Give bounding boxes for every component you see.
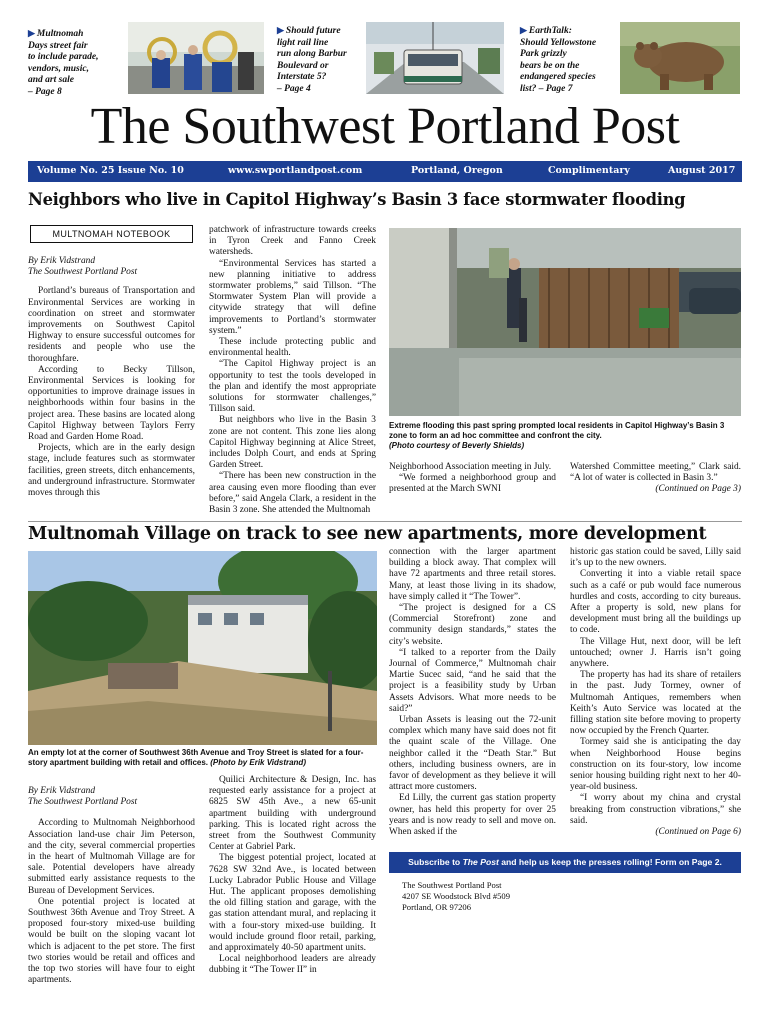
- info-bar: [28, 161, 742, 182]
- paragraph: These include protecting public and environmental health.: [209, 337, 376, 359]
- story1-column-1: [28, 256, 195, 520]
- grizzly-bear-photo: [620, 22, 740, 94]
- paragraph: “There has been new construction in the area causing even more flooding than ever before,” said Angela Clark, a resident in the Basin 3 zone. She attended the Multnomah: [209, 471, 376, 516]
- basin3-flooding-photo: [389, 228, 741, 416]
- light-rail-train-photo: [366, 22, 504, 94]
- story2-column-4: [570, 547, 741, 845]
- paragraph: According to Multnomah Neighborhood Association land-use chair Jim Peterson, and the city, several commercial properties in the heart of Multnomah Village are for sale. Potential developers have already submitted early assistance requests to the Bureau of Development Services.: [28, 818, 195, 896]
- story2-photo-caption: [28, 748, 380, 768]
- paragraph: The Village Hut, next door, will be left untouched; owner J. Harris isn’t going anywhere.: [570, 636, 741, 670]
- paragraph: “We formed a neighborhood group and presented at the March SWNI: [389, 473, 556, 495]
- multnomah-notebook-label: MULTNOMAH NOTEBOOK: [30, 225, 193, 243]
- teaser-line: light rail line: [277, 37, 329, 48]
- masthead-title: The Southwest Portland Post: [90, 98, 680, 155]
- story1-column-2: [209, 225, 376, 519]
- volume-issue: Volume No. 25 Issue No. 10: [37, 165, 184, 176]
- teaser-line: run along Barbur: [277, 49, 347, 60]
- teaser-line: EarthTalk:: [528, 26, 572, 36]
- paragraph: Neighborhood Association meeting in July.: [389, 462, 552, 472]
- teaser-line: Days street fair: [28, 40, 88, 51]
- teaser-earthtalk[interactable]: [520, 25, 620, 96]
- teaser-line: Should Yellowstone: [520, 37, 597, 48]
- paragraph: Tormey said she is anticipating the day when Neighborhood House begins construction on its four-story, low income senior housing building right next to her 40-year-old business.: [570, 737, 741, 793]
- paragraph: Portland’s bureaus of Transportation and Environmental Services are working in coordination on street and stormwater improvements on Southwest Capitol Highway to ensure successful outcomes for residents and people who use the thoroughfare.: [28, 286, 195, 364]
- triangle-bullet-icon: ▶: [277, 25, 284, 35]
- story1-column-3: [389, 462, 556, 520]
- issue-date: August 2017: [668, 165, 736, 176]
- section-divider: [28, 521, 742, 522]
- paragraph: historic gas station could be saved, Lilly said it’s up to the new owners.: [570, 547, 741, 569]
- paragraph: “The project is designed for a CS (Commercial Storefront) zone and community design standards,” states the city’s website.: [389, 603, 556, 647]
- story1-headline[interactable]: Neighbors who live in Capitol Highway’s Basin 3 face stormwater flooding: [28, 190, 686, 209]
- publication-name: The Post: [462, 857, 499, 867]
- teaser-line: Interstate 5?: [277, 72, 327, 83]
- photo-credit: (Photo courtesy of Beverly Shields): [389, 441, 525, 450]
- story1-photo-caption: [389, 421, 741, 451]
- address-line: The Southwest Portland Post: [402, 880, 502, 890]
- paragraph: patchwork of infrastructure towards creeks in Tyron Creek and Fanno Creek watersheds.: [209, 225, 376, 258]
- continued-link[interactable]: (Continued on Page 3): [655, 484, 741, 495]
- address-line: Portland, OR 97206: [402, 902, 471, 912]
- byline: By Erik Vidstrand: [28, 256, 96, 266]
- teaser-line: endangered species: [520, 72, 596, 83]
- continued-link[interactable]: (Continued on Page 6): [655, 827, 741, 838]
- byline: By Erik Vidstrand: [28, 786, 96, 796]
- teaser-line: vendors, music,: [28, 63, 89, 74]
- parade-band-photo: [128, 22, 264, 94]
- triangle-bullet-icon: ▶: [28, 28, 35, 38]
- subscribe-banner[interactable]: [389, 852, 741, 873]
- paragraph: Local neighborhood leaders are already dubbing it “The Tower II” in: [209, 954, 376, 976]
- teaser-line: Multnomah: [36, 29, 84, 39]
- teaser-line: – Page 8: [28, 86, 62, 97]
- location: Portland, Oregon: [411, 165, 503, 176]
- paragraph: But neighbors who live in the Basin 3 zone are not content. This zone lies along Capitol Highway beginning at Alice Street, includes Dolph Court, and ends at Spring Garden Street.: [209, 415, 376, 471]
- paragraph: Projects, which are in the early design stage, include features such as stormwater facilities, green streets, ditch enhancements, and underground infrastructure. Stormwater moves through this: [28, 443, 195, 499]
- paragraph: Ed Lilly, the current gas station property owner, has held this property for over 25 years and is now ready to sell and move on. When asked if the: [389, 793, 556, 838]
- story2-column-3: [389, 547, 556, 841]
- teaser-line: Park grizzly: [520, 49, 567, 60]
- paragraph: The biggest potential project, located at 7628 SW 32nd Ave., is located between Lucky Labrador Public House and Village Hut. The applicant proposes demolishing the old filling station and garage, with the gas station attendant mural, and replacing it with a four-story mixed-use building. It would include ground floor retail, parking, and approximately 40-50 apartment units.: [209, 853, 376, 954]
- subscribe-text: and help us keep the presses rolling! Form on Page 2.: [498, 857, 722, 867]
- paragraph: According to Becky Tillson, Environmental Services is looking for opportunities to improve drainage issues in neighborhoods within four basins in the project area. These basins are located along Capitol Highway between Taylors Ferry Road and Garden Home Road.: [28, 364, 195, 443]
- paragraph: One potential project is located at Southwest 36th Avenue and Troy Street. A proposed four-story mixed-use building would be built on the sloping vacant lot which is adjacent to the pet store. The first two stories would be retail and offices and the top two stories will have four to eight apartments.: [28, 896, 195, 986]
- price: Complimentary: [548, 165, 630, 176]
- paragraph: “The Capitol Highway project is an opportunity to test the tools developed in the plan and identify the most appropriate solutions for stormwater challenges,” Tillson said.: [209, 359, 376, 415]
- paragraph: “I worry about my china and crystal breaking from construction vibrations,” she said.: [570, 793, 741, 826]
- paragraph: connection with the larger apartment building a block away. That complex will have 72 apartments and three retail stores. Many, at least those living in its shadow, have simply called it “The Tower”.: [389, 547, 556, 602]
- paragraph: Urban Assets is leasing out the 72-unit complex which many have said does not fit the quaint scale of the Village. One neighbor called it the “Death Star.” But others, including business owners, are in favor of development as they believe it will attract more customers.: [389, 715, 556, 793]
- subscribe-text: Subscribe to: [408, 857, 463, 867]
- paragraph: Quilici Architecture & Design, Inc. has requested early assistance for a project at 6825 SW 45th Ave., a new 65-unit apartment building with underground parking. This is located right across the street from the Southwest Community Center at Gabriel Park.: [209, 775, 376, 853]
- story2-column-2: [209, 775, 376, 1000]
- story2-column-1: [28, 786, 195, 998]
- story2-headline[interactable]: Multnomah Village on track to see new apartments, more development: [28, 524, 707, 544]
- caption-text: An empty lot at the corner of Southwest 36th Avenue and Troy Street is slated for a four-story apartment building with retail and offices.: [28, 748, 364, 767]
- paragraph: “I talked to a reporter from the Daily Journal of Commerce,” Multnomah chair Martie Sucec said, “and he said that the project is a feasibility study by Urban Assets Advisors. What more needs to be said?”: [389, 647, 556, 714]
- teaser-line: list? – Page 7: [520, 83, 573, 94]
- address-line: 4207 SE Woodstock Blvd #509: [402, 891, 511, 901]
- empty-lot-photo: [28, 551, 377, 745]
- mailing-address: [402, 880, 510, 913]
- teaser-line: bears be on the: [520, 60, 580, 71]
- paragraph: Watershed Committee meeting,” Clark said. “A lot of water is collected in Basin 3.”: [570, 462, 741, 484]
- triangle-bullet-icon: ▶: [520, 25, 527, 35]
- paragraph: “Environmental Services has started a new planning initiative to address stormwater problems,” said Tillson. “The Stormwater System Plan will provide a citywide strategy that will define improvements to Portland’s stormwater system.”: [209, 258, 376, 336]
- teaser-line: Boulevard or: [277, 60, 329, 71]
- byline-publication: The Southwest Portland Post: [28, 267, 138, 278]
- story1-column-4: [570, 462, 741, 512]
- teaser-line: and art sale: [28, 75, 74, 86]
- teaser-line: to include parade,: [28, 52, 99, 63]
- photo-credit: (Photo by Erik Vidstrand): [210, 758, 306, 767]
- paragraph: The property has had its share of retailers in the past. Judy Tormey, owner of Multnomah Antiques, remembers when Keith’s Auto Service was located at the filling station site before moving to property now occupied by the French Quarter.: [570, 670, 741, 737]
- paragraph: Converting it into a viable retail space such as a café or pub would face numerous hurdles and costs, according to city bureaus. After a property is sold, new plans for development must bring all the buildings up to code.: [570, 569, 741, 636]
- caption-text: Extreme flooding this past spring prompted local residents in Capitol Highway’s Basin 3 zone to form an ad hoc committee and confront the city.: [389, 421, 725, 440]
- teaser-multnomah-days[interactable]: [28, 28, 123, 99]
- teaser-line: – Page 4: [277, 83, 311, 94]
- teaser-line: Should future: [285, 26, 341, 36]
- website-link[interactable]: www.swportlandpost.com: [228, 165, 363, 176]
- byline-publication: The Southwest Portland Post: [28, 797, 138, 808]
